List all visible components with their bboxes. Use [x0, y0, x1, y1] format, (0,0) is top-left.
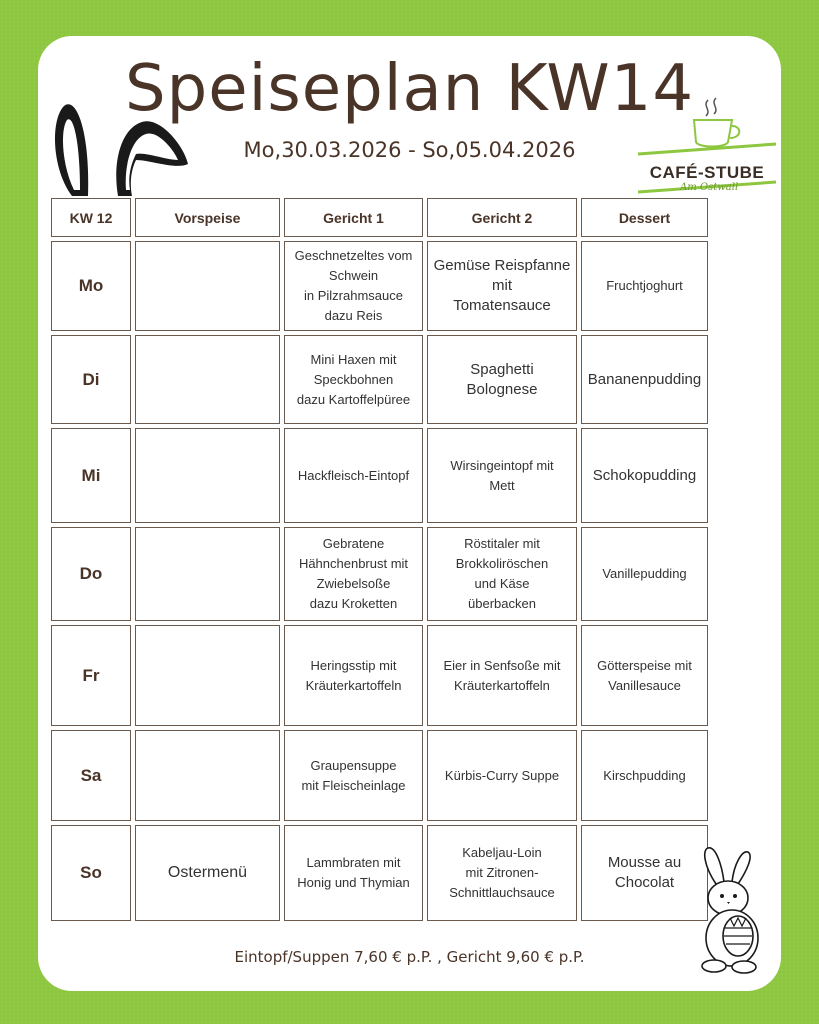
gericht-1-cell: Heringsstip mit Kräuterkartoffeln [284, 625, 423, 726]
price-footer: Eintopf/Suppen 7,60 € p.P. , Gericht 9,60 € p.P. [234, 948, 585, 966]
header-dessert: Dessert [581, 198, 708, 237]
dessert-cell: Fruchtjoghurt [581, 241, 708, 331]
day-label: Di [51, 335, 131, 424]
gericht-1-cell: Graupensuppe mit Fleischeinlage [284, 730, 423, 821]
vorspeise-cell [135, 527, 280, 621]
gericht-1-cell: Hackfleisch-Eintopf [284, 428, 423, 523]
gericht-2-cell: Röstitaler mit Brokkoliröschen und Käse überbacken [427, 527, 577, 621]
vorspeise-cell: Ostermenü [135, 825, 280, 921]
header-vorspeise: Vorspeise [135, 198, 280, 237]
dessert-cell: Kirschpudding [581, 730, 708, 821]
dessert-cell: Vanillepudding [581, 527, 708, 621]
day-label: Sa [51, 730, 131, 821]
vorspeise-cell [135, 730, 280, 821]
vorspeise-cell [135, 335, 280, 424]
day-label: Do [51, 527, 131, 621]
header-kw: KW 12 [51, 198, 131, 237]
dessert-cell: Mousse au Chocolat [581, 825, 708, 921]
dessert-cell: Bananenpudding [581, 335, 708, 424]
vorspeise-cell [135, 241, 280, 331]
day-label: Mo [51, 241, 131, 331]
gericht-1-cell: Geschnetzeltes vom Schwein in Pilzrahmsauce dazu Reis [284, 241, 423, 331]
header-gericht-1: Gericht 1 [284, 198, 423, 237]
gericht-1-cell: Lammbraten mit Honig und Thymian [284, 825, 423, 921]
gericht-1-cell: Gebratene Hähnchenbrust mit Zwiebelsoße dazu Kroketten [284, 527, 423, 621]
gericht-2-cell: Kabeljau-Loin mit Zitronen- Schnittlauchsauce [427, 825, 577, 921]
vorspeise-cell [135, 625, 280, 726]
gericht-2-cell: Gemüse Reispfanne mit Tomatensauce [427, 241, 577, 331]
date-range: Mo,30.03.2026 - So,05.04.2026 [243, 138, 576, 162]
gericht-2-cell: Eier in Senfsoße mit Kräuterkartoffeln [427, 625, 577, 726]
vorspeise-cell [135, 428, 280, 523]
dessert-cell: Schokopudding [581, 428, 708, 523]
day-label: So [51, 825, 131, 921]
day-label: Mi [51, 428, 131, 523]
logo-subtitle: Am Ostwall [680, 182, 739, 193]
gericht-1-cell: Mini Haxen mit Speckbohnen dazu Kartoffelpüree [284, 335, 423, 424]
gericht-2-cell: Spaghetti Bolognese [427, 335, 577, 424]
gericht-2-cell: Wirsingeintopf mit Mett [427, 428, 577, 523]
page-title: Speiseplan KW14 [124, 52, 695, 126]
gericht-2-cell: Kürbis-Curry Suppe [427, 730, 577, 821]
header-gericht-2: Gericht 2 [427, 198, 577, 237]
dessert-cell: Götterspeise mit Vanillesauce [581, 625, 708, 726]
logo-name: CAFÉ-STUBE [649, 163, 765, 182]
day-label: Fr [51, 625, 131, 726]
